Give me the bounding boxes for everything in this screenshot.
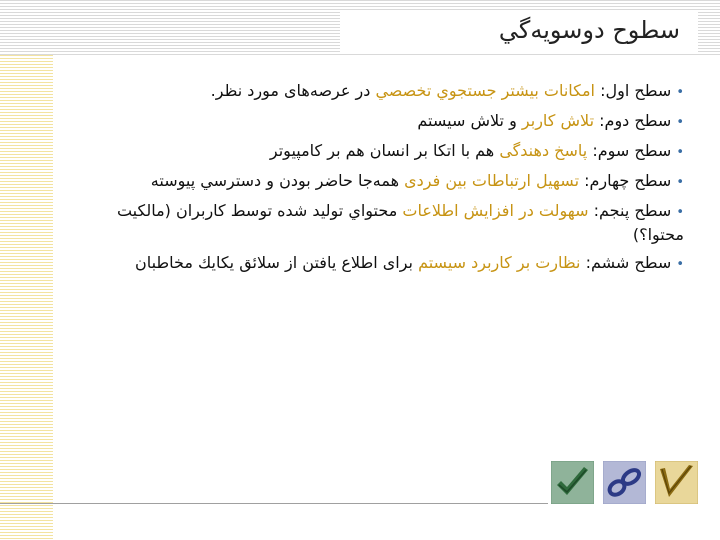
item-text: و تلاش سيستم xyxy=(417,111,517,130)
bullet-icon: • xyxy=(676,175,684,190)
v-mark-icon xyxy=(655,461,698,504)
bullet-icon: • xyxy=(676,85,684,100)
bullet-item-6 xyxy=(70,252,684,276)
bullet-item-4 xyxy=(70,170,684,194)
item-highlight: سهولت در افزايش اطلاعات xyxy=(402,201,589,220)
item-highlight: پاسخ دهندگی xyxy=(499,141,588,160)
item-text: در عرصه‌های مورد نظر. xyxy=(210,81,371,100)
bullet-icon: • xyxy=(676,115,684,130)
item-text: براى اطلاع يافتن از سلائق يكايك مخاطبان xyxy=(134,253,413,272)
bullet-list xyxy=(70,80,684,282)
slide-title: سطوح دوسويه‌گي xyxy=(498,16,680,44)
item-label: سطح اول: xyxy=(600,81,672,100)
bullet-item-1 xyxy=(70,80,684,104)
bullet-item-3 xyxy=(70,140,684,164)
loop-icon xyxy=(603,461,646,504)
item-label: سطح پنجم: xyxy=(593,201,672,220)
bullet-icon: • xyxy=(676,257,684,272)
item-text: همه‌جا حاضر بودن و دسترسي پيوسته xyxy=(150,171,400,190)
item-highlight: امكانات بيشتر جستجوي تخصصي xyxy=(375,81,595,100)
bullet-item-2 xyxy=(70,110,684,134)
checkmark-icon xyxy=(551,461,594,504)
bullet-icon: • xyxy=(676,145,684,160)
item-text: هم با اتكا بر انسان هم بر كامپيوتر xyxy=(269,141,495,160)
item-label: سطح ششم: xyxy=(585,253,672,272)
bullet-item-5 xyxy=(70,200,684,246)
item-label: سطح دوم: xyxy=(599,111,672,130)
bullet-icon: • xyxy=(676,205,684,220)
item-highlight: تلاش کاربر xyxy=(521,111,595,130)
item-label: سطح چهارم: xyxy=(584,171,672,190)
side-stripes xyxy=(0,55,53,540)
footer-rule xyxy=(0,503,548,504)
item-highlight: تسهيل ارتباطات بين فردی xyxy=(404,171,580,190)
item-highlight: نظارت بر كاربرد سيستم xyxy=(418,253,581,272)
item-label: سطح سوم: xyxy=(592,141,672,160)
item-text: محتواي توليد شده توسط كاربران (مالكيت محتوا؟) xyxy=(116,201,684,244)
